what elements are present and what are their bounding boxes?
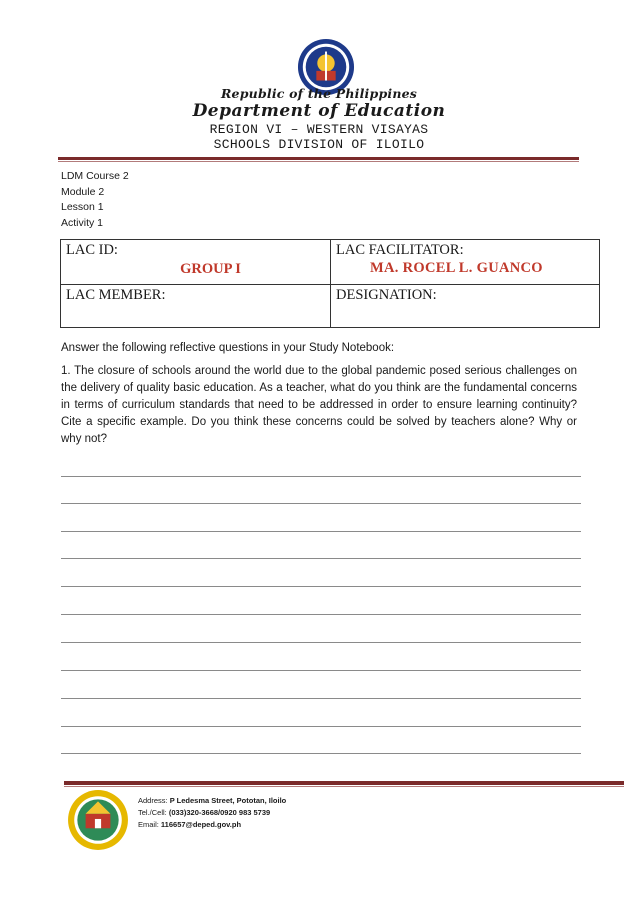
footer-divider-thin [64,786,624,787]
answer-line[interactable] [61,670,581,671]
school-seal-logo [67,789,129,851]
footer-email: Email: 116657@deped.gov.ph [138,820,242,829]
answer-line[interactable] [61,503,581,504]
republic-heading: Republic of the Philippines [220,86,418,101]
footer-divider [64,781,624,785]
footer-contact [138,795,286,831]
region-heading: REGION VI – WESTERN VISAYAS [209,122,429,137]
lac-facilitator-label: LAC FACILITATOR: [336,242,464,258]
division-heading: SCHOOLS DIVISION OF ILOILO [213,137,425,152]
lac-info-table [60,239,600,328]
lac-member-label: LAC MEMBER: [66,287,166,303]
department-heading: Department of Education [192,101,446,121]
instructions-text: Answer the following reflective questions in your Study Notebook: [61,342,395,354]
designation-label: DESIGNATION: [336,287,437,303]
header-divider [58,157,579,160]
header-divider-thin [58,161,579,162]
footer-tel: Tel./Cell: (033)320-3668/0920 983 5739 [138,808,271,817]
designation-cell[interactable] [331,285,600,328]
answer-line[interactable] [61,753,581,754]
activity-line: Activity 1 [61,216,104,229]
answer-line[interactable] [61,531,581,532]
lesson-line: Lesson 1 [61,201,104,213]
answer-line[interactable] [61,586,581,587]
answer-line[interactable] [61,698,581,699]
lac-facilitator-cell [331,240,600,285]
answer-line[interactable] [61,642,581,643]
module-line: Module 2 [61,185,105,198]
lac-id-cell [61,240,331,285]
course-info [61,169,129,231]
answer-line[interactable] [61,726,581,727]
lac-facilitator-value: MA. ROCEL L. GUANCO [370,260,543,276]
lac-id-value: GROUP I [180,261,241,277]
answer-line[interactable] [61,476,581,477]
question-text: 1. The closure of schools around the world due to the global pandemic posed serious challenges on the delivery of quality basic education. As a teacher, what do you think are the fundamental concerns in terms of curriculum standards that need to be addressed in order to ensure learning continuity? Cite a specific example. Do you think these concerns could be solved by teachers alone? Why or why not? [61,365,577,445]
course-line: LDM Course 2 [61,170,129,182]
answer-line[interactable] [61,614,581,615]
footer-address: Address: P Ledesma Street, Pototan, Iloilo [138,796,287,805]
lac-member-cell[interactable] [61,285,331,328]
answer-line[interactable] [61,558,581,559]
lac-id-label: LAC ID: [66,242,118,258]
